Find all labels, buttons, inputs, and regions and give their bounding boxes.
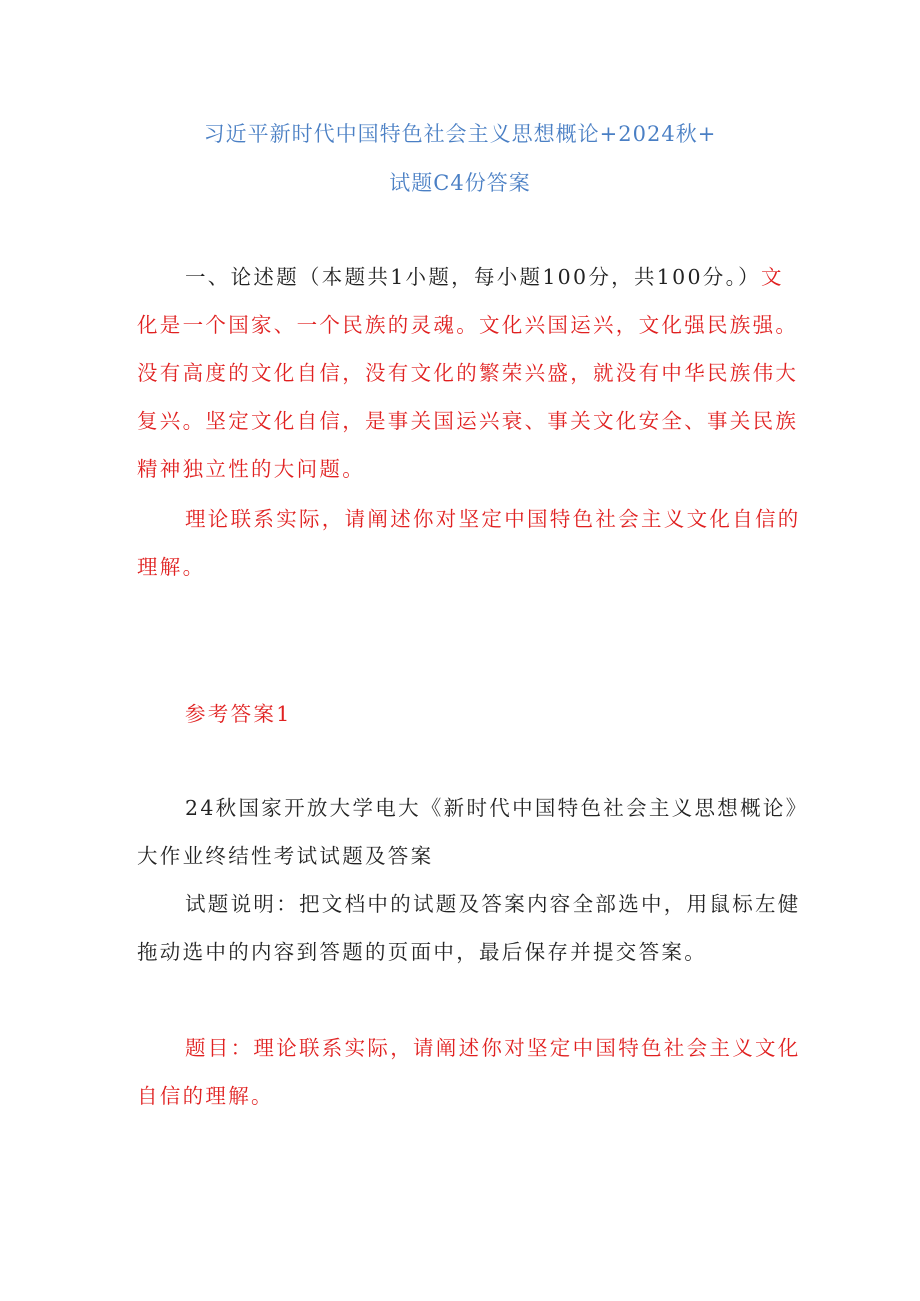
exam-title-paragraph: 24秋国家开放大学电大《新时代中国特色社会主义思想概论》大作业终结性考试试题及答案 (137, 796, 799, 868)
exam-instructions: 试题说明：把文档中的试题及答案内容全部选中，用鼠标左健拖动选中的内容到答题的页面中，最后保存并提交答案。 (137, 892, 801, 964)
exam-topic: 题目：理论联系实际，请阐述你对坚定中国特色社会主义文化自信的理解。 (137, 1036, 801, 1108)
document-title-line-2: 试题C4份答案 (389, 171, 531, 195)
question-requirement: 理论联系实际，请阐述你对坚定中国特色社会主义文化自信的理解。 (137, 507, 801, 579)
question-prefix: 一、论述题（本题共1小题，每小题100分，共100分。） (185, 265, 761, 289)
essay-question-paragraph (137, 253, 805, 493)
document-title-line-1: 习近平新时代中国特色社会主义思想概论+2024秋+ (203, 122, 717, 146)
reference-answer-label: 参考答案1 (185, 702, 292, 726)
question-body: 文化是一个国家、一个民族的灵魂。文化兴国运兴，文化强民族强。没有高度的文化自信，没有文化的繁荣兴盛，就没有中华民族伟大复兴。坚定文化自信，是事关国运兴衰、事关文化安全、事关民族精神独立性的大问题。 (137, 265, 799, 481)
